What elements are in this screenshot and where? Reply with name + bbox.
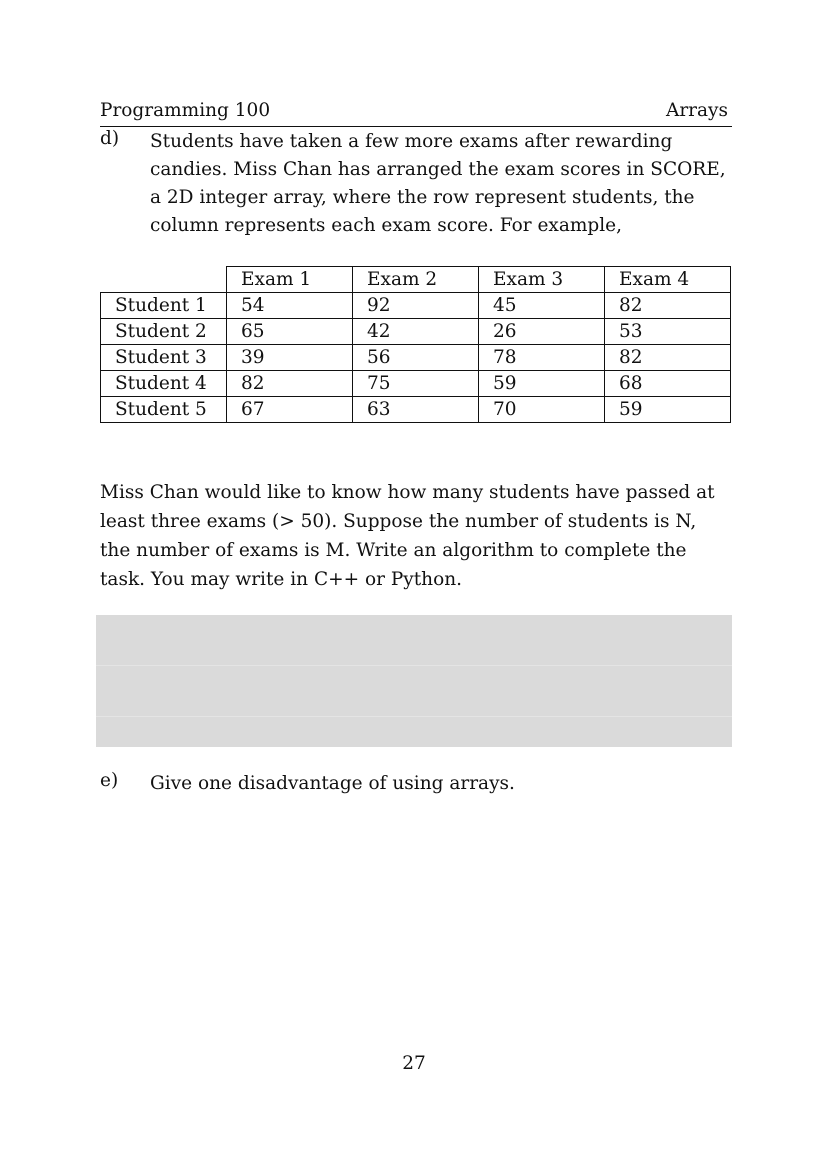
row-header: Student 3 — [101, 345, 227, 371]
table-header-row — [101, 267, 731, 293]
row-header: Student 1 — [101, 293, 227, 319]
score-cell: 59 — [479, 371, 605, 397]
score-cell: 54 — [227, 293, 353, 319]
score-cell: 82 — [227, 371, 353, 397]
page-header — [100, 100, 732, 127]
table-row — [101, 319, 731, 345]
question-e-text: Give one disadvantage of using arrays. — [150, 773, 515, 794]
table-row — [101, 371, 731, 397]
page-number: 27 — [402, 1053, 426, 1074]
row-header: Student 4 — [101, 371, 227, 397]
column-header: Exam 4 — [605, 267, 731, 293]
topic-title: Arrays — [665, 100, 728, 121]
score-cell: 45 — [479, 293, 605, 319]
table-row — [101, 293, 731, 319]
question-e-label: e) — [100, 770, 119, 791]
question-d-task: Miss Chan would like to know how many students have passed at least three exams (> 50). Suppose the number of students is N, the number of exams is M. Write an algorithm to complete the task. You may write in C++ or Python. — [100, 482, 715, 590]
question-d-label: d) — [100, 128, 120, 149]
score-cell: 59 — [605, 397, 731, 423]
score-cell: 26 — [479, 319, 605, 345]
score-cell: 92 — [353, 293, 479, 319]
answer-area[interactable] — [96, 615, 732, 747]
score-cell: 63 — [353, 397, 479, 423]
score-cell: 75 — [353, 371, 479, 397]
table-corner — [101, 267, 227, 293]
score-cell: 68 — [605, 371, 731, 397]
score-cell: 42 — [353, 319, 479, 345]
course-title: Programming 100 — [100, 100, 271, 121]
answer-line — [96, 716, 732, 717]
score-cell: 82 — [605, 293, 731, 319]
score-cell: 82 — [605, 345, 731, 371]
score-cell: 67 — [227, 397, 353, 423]
score-cell: 78 — [479, 345, 605, 371]
column-header: Exam 2 — [353, 267, 479, 293]
score-cell: 65 — [227, 319, 353, 345]
table-row — [101, 345, 731, 371]
question-d-intro: Students have taken a few more exams after rewarding candies. Miss Chan has arranged the exam scores in SCORE, a 2D integer array, where the row represent students, the column represents each exam score. For example, — [150, 131, 726, 236]
row-header: Student 5 — [101, 397, 227, 423]
score-cell: 56 — [353, 345, 479, 371]
column-header: Exam 3 — [479, 267, 605, 293]
answer-line — [96, 665, 732, 666]
column-header: Exam 1 — [227, 267, 353, 293]
row-header: Student 2 — [101, 319, 227, 345]
score-table — [100, 266, 731, 423]
score-cell: 39 — [227, 345, 353, 371]
score-cell: 53 — [605, 319, 731, 345]
table-row — [101, 397, 731, 423]
score-cell: 70 — [479, 397, 605, 423]
